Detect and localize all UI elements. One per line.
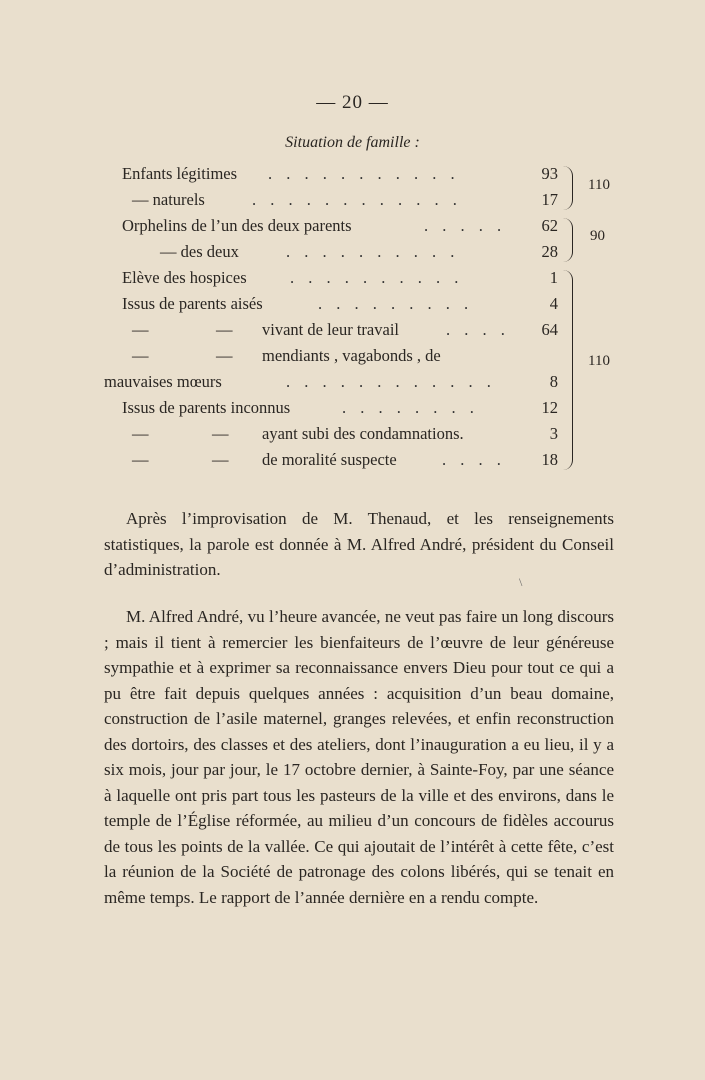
row-label: mauvaises mœurs <box>104 372 222 391</box>
leader-dots: . . . . <box>446 320 510 339</box>
row-value: 62 <box>541 216 558 235</box>
row-value: 3 <box>549 424 558 443</box>
row-dash: — <box>212 424 229 443</box>
leader-dots: . . . . <box>442 450 506 469</box>
leader-dots: . . . . . . . . <box>342 398 479 417</box>
row-value: 18 <box>541 450 558 469</box>
table-row <box>0 398 705 422</box>
row-dash: — <box>216 346 233 365</box>
paragraph-first <box>104 506 614 583</box>
row-label: ayant subi des condamnations. <box>262 424 464 443</box>
paragraph-second <box>104 604 614 910</box>
row-value: 12 <box>541 398 558 417</box>
leader-dots: . . . . . . . . . . . <box>268 164 460 183</box>
brace-first-group <box>562 166 573 210</box>
table-row <box>0 268 705 292</box>
table-row <box>0 450 705 474</box>
leader-dots: . . . . . <box>424 216 507 235</box>
total-third-group: 110 <box>588 353 610 369</box>
leader-dots: . . . . . . . . . . . . <box>252 190 462 209</box>
leader-dots: . . . . . . . . . . <box>286 242 460 261</box>
brace-second-group <box>562 218 573 262</box>
row-dash: — <box>132 450 149 469</box>
row-label: Orphelins de l’un des deux parents <box>122 216 352 235</box>
row-dash: — <box>216 320 233 339</box>
paragraph-text: M. Alfred André, vu l’heure avancée, ne veut pas faire un long discours ; mais il tient à remercier les bienfaiteurs de l’œuvre de leur généreuse sympathie et à exprimer sa reconnaissance envers Dieu pour tout ce qui a pu être fait depuis quelques années : acquisition d’un beau domaine, construction de l’asile maternel, granges relevées, et enfin reconstruction des dortoirs, des classes et des ateliers, dont l’inauguration a eu lieu, il y a six mois, jour par jour, le 17 octobre dernier, à Sainte-Foy, par une séance à laquelle ont pris part tous les pasteurs de la ville et des environs, dans le temple de l’Église réformée, au milieu d’un concours de fidèles accourus de tous les points de la vallée. Ce qui ajoutait de l’intérêt à cette fête, c’est la réunion de la Société de patronage des colons libérés, qui se tenait en même temps. Le rapport de l’année dernière en a rendu compte. <box>104 607 614 907</box>
row-value: 93 <box>541 164 558 183</box>
row-label: Enfants légitimes <box>122 164 238 183</box>
leader-dots: . . . . . . . . . <box>318 294 474 313</box>
row-label: — des deux <box>160 242 239 261</box>
table-row <box>0 372 705 396</box>
row-value: 17 <box>541 190 558 209</box>
total-first-group: 110 <box>588 177 610 193</box>
row-label: de moralité suspecte <box>262 450 397 469</box>
row-value: 28 <box>541 242 558 261</box>
row-dash: — <box>132 320 149 339</box>
table-row <box>0 294 705 318</box>
table-row <box>0 320 705 344</box>
page-number: — 20 — <box>316 92 389 113</box>
row-dash: — <box>132 424 149 443</box>
row-label: vivant de leur travail <box>262 320 399 339</box>
row-label: Elève des hospices <box>122 268 247 287</box>
stray-mark: \ <box>519 575 523 589</box>
row-label: Issus de parents inconnus <box>122 398 291 417</box>
table-row <box>0 242 705 266</box>
leader-dots: . . . . . . . . . . . . <box>286 372 496 391</box>
row-value: 1 <box>549 268 558 287</box>
row-value: 64 <box>541 320 558 339</box>
row-value: 8 <box>549 372 558 391</box>
row-dash: — <box>212 450 229 469</box>
row-label: — naturels <box>132 190 205 209</box>
brace-third-group <box>562 270 573 470</box>
paragraph-text: Après l’improvisation de M. Thenaud, et les renseignements statistiques, la parole est donnée à M. Alfred André, président du Conseil d’administration. <box>104 509 614 579</box>
section-title: Situation de famille : <box>285 134 420 151</box>
row-value: 4 <box>549 294 558 313</box>
leader-dots: . . . . . . . . . . <box>290 268 464 287</box>
table-row <box>0 424 705 448</box>
row-label: mendiants , vagabonds , de <box>262 346 441 365</box>
row-label: Issus de parents aisés <box>122 294 263 313</box>
row-dash: — <box>132 346 149 365</box>
total-second-group: 90 <box>590 228 605 244</box>
